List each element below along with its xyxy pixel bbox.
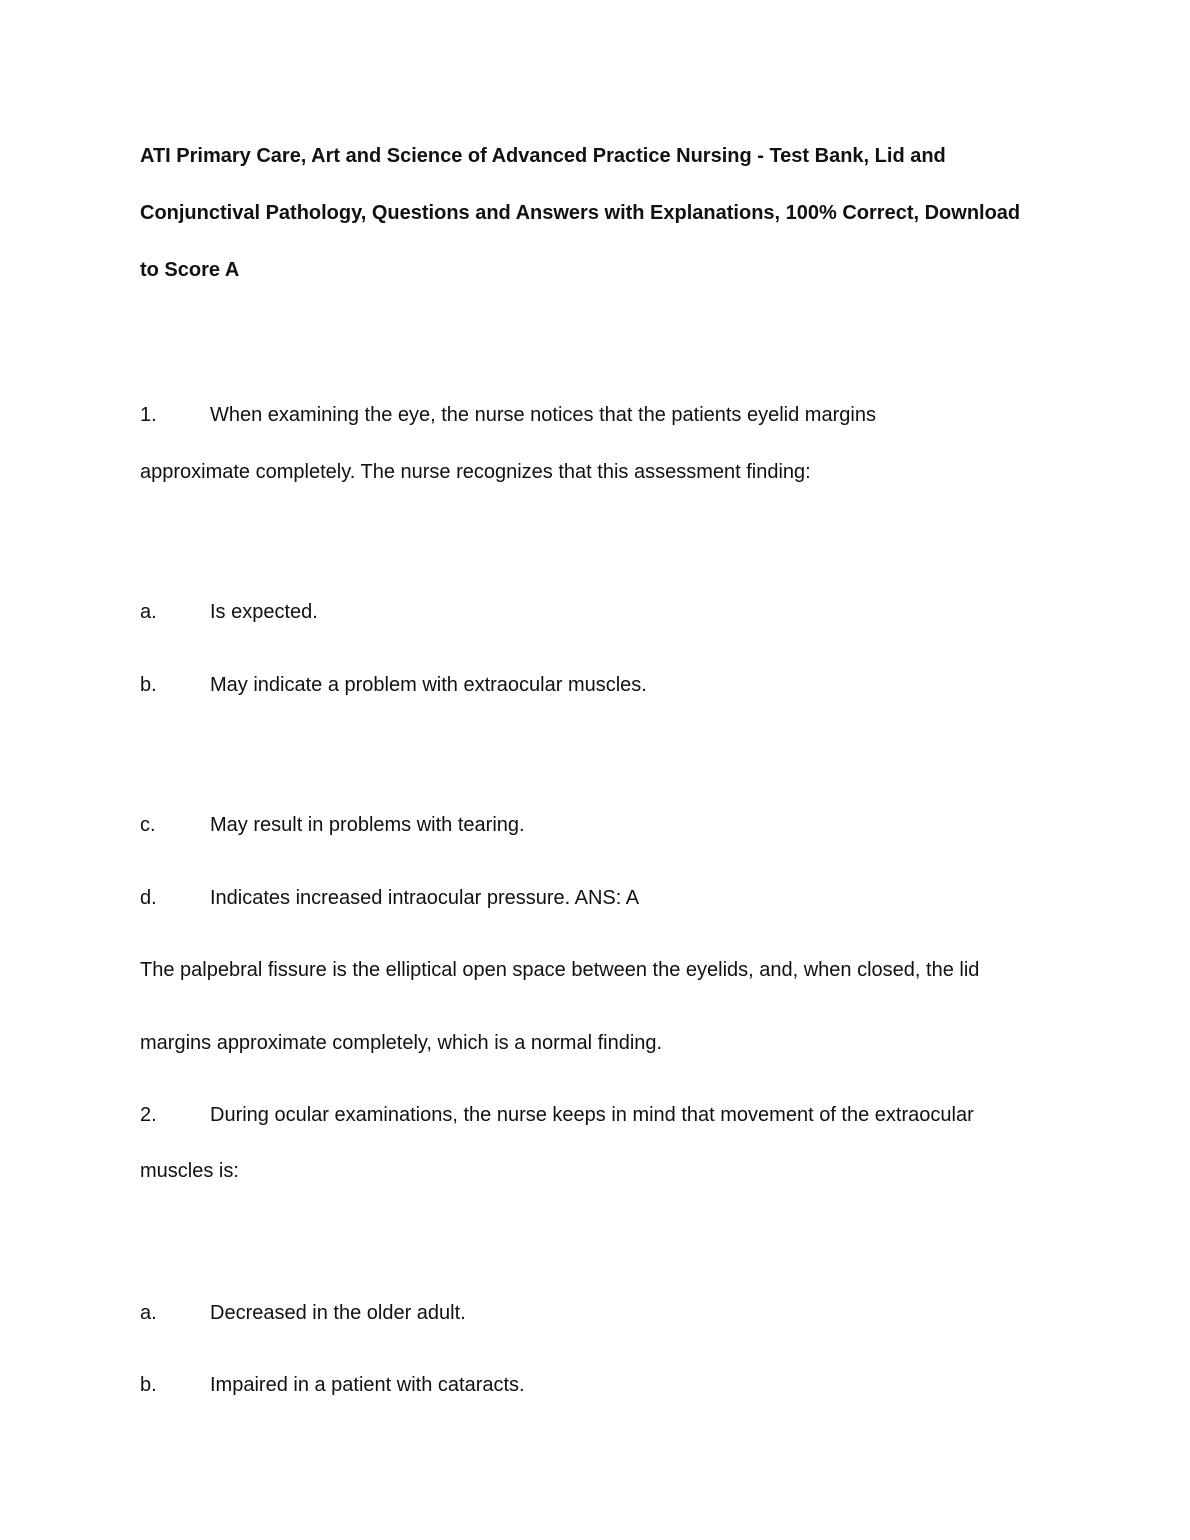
question-1-option-a-letter: a. (140, 601, 157, 623)
document-title-line-1: ATI Primary Care, Art and Science of Advanced Practice Nursing - Test Bank, Lid and (140, 145, 946, 167)
question-2-option-b-text: Impaired in a patient with cataracts. (210, 1374, 525, 1396)
question-2-number: 2. (140, 1104, 157, 1126)
question-1-explanation-line-2: margins approximate completely, which is a normal finding. (140, 1032, 663, 1054)
question-1-stem-line-1: When examining the eye, the nurse notices that the patients eyelid margins (210, 404, 876, 426)
question-1-number: 1. (140, 404, 157, 426)
question-1-explanation-line-1: The palpebral fissure is the elliptical open space between the eyelids, and, when closed, the lid (140, 959, 980, 981)
question-2-stem-line-1: During ocular examinations, the nurse keeps in mind that movement of the extraocular (210, 1104, 974, 1126)
question-1-option-d-text: Indicates increased intraocular pressure. ANS: A (210, 887, 640, 909)
question-1-option-a-text: Is expected. (210, 601, 318, 623)
question-2-option-b-letter: b. (140, 1374, 157, 1396)
question-2-option-a-letter: a. (140, 1302, 157, 1324)
question-1-stem-line-2: approximate completely. The nurse recognizes that this assessment finding: (140, 461, 811, 483)
question-2-option-a-text: Decreased in the older adult. (210, 1302, 466, 1324)
document-title-line-3: to Score A (140, 259, 240, 281)
document-title-line-2: Conjunctival Pathology, Questions and Answers with Explanations, 100% Correct, Download (140, 202, 1021, 224)
question-1-option-b-letter: b. (140, 674, 157, 696)
question-1-option-b-text: May indicate a problem with extraocular muscles. (210, 674, 647, 696)
question-1-option-d-letter: d. (140, 887, 157, 909)
question-1-option-c-text: May result in problems with tearing. (210, 814, 525, 836)
question-2-stem-line-2: muscles is: (140, 1160, 239, 1182)
question-1-option-c-letter: c. (140, 814, 156, 836)
